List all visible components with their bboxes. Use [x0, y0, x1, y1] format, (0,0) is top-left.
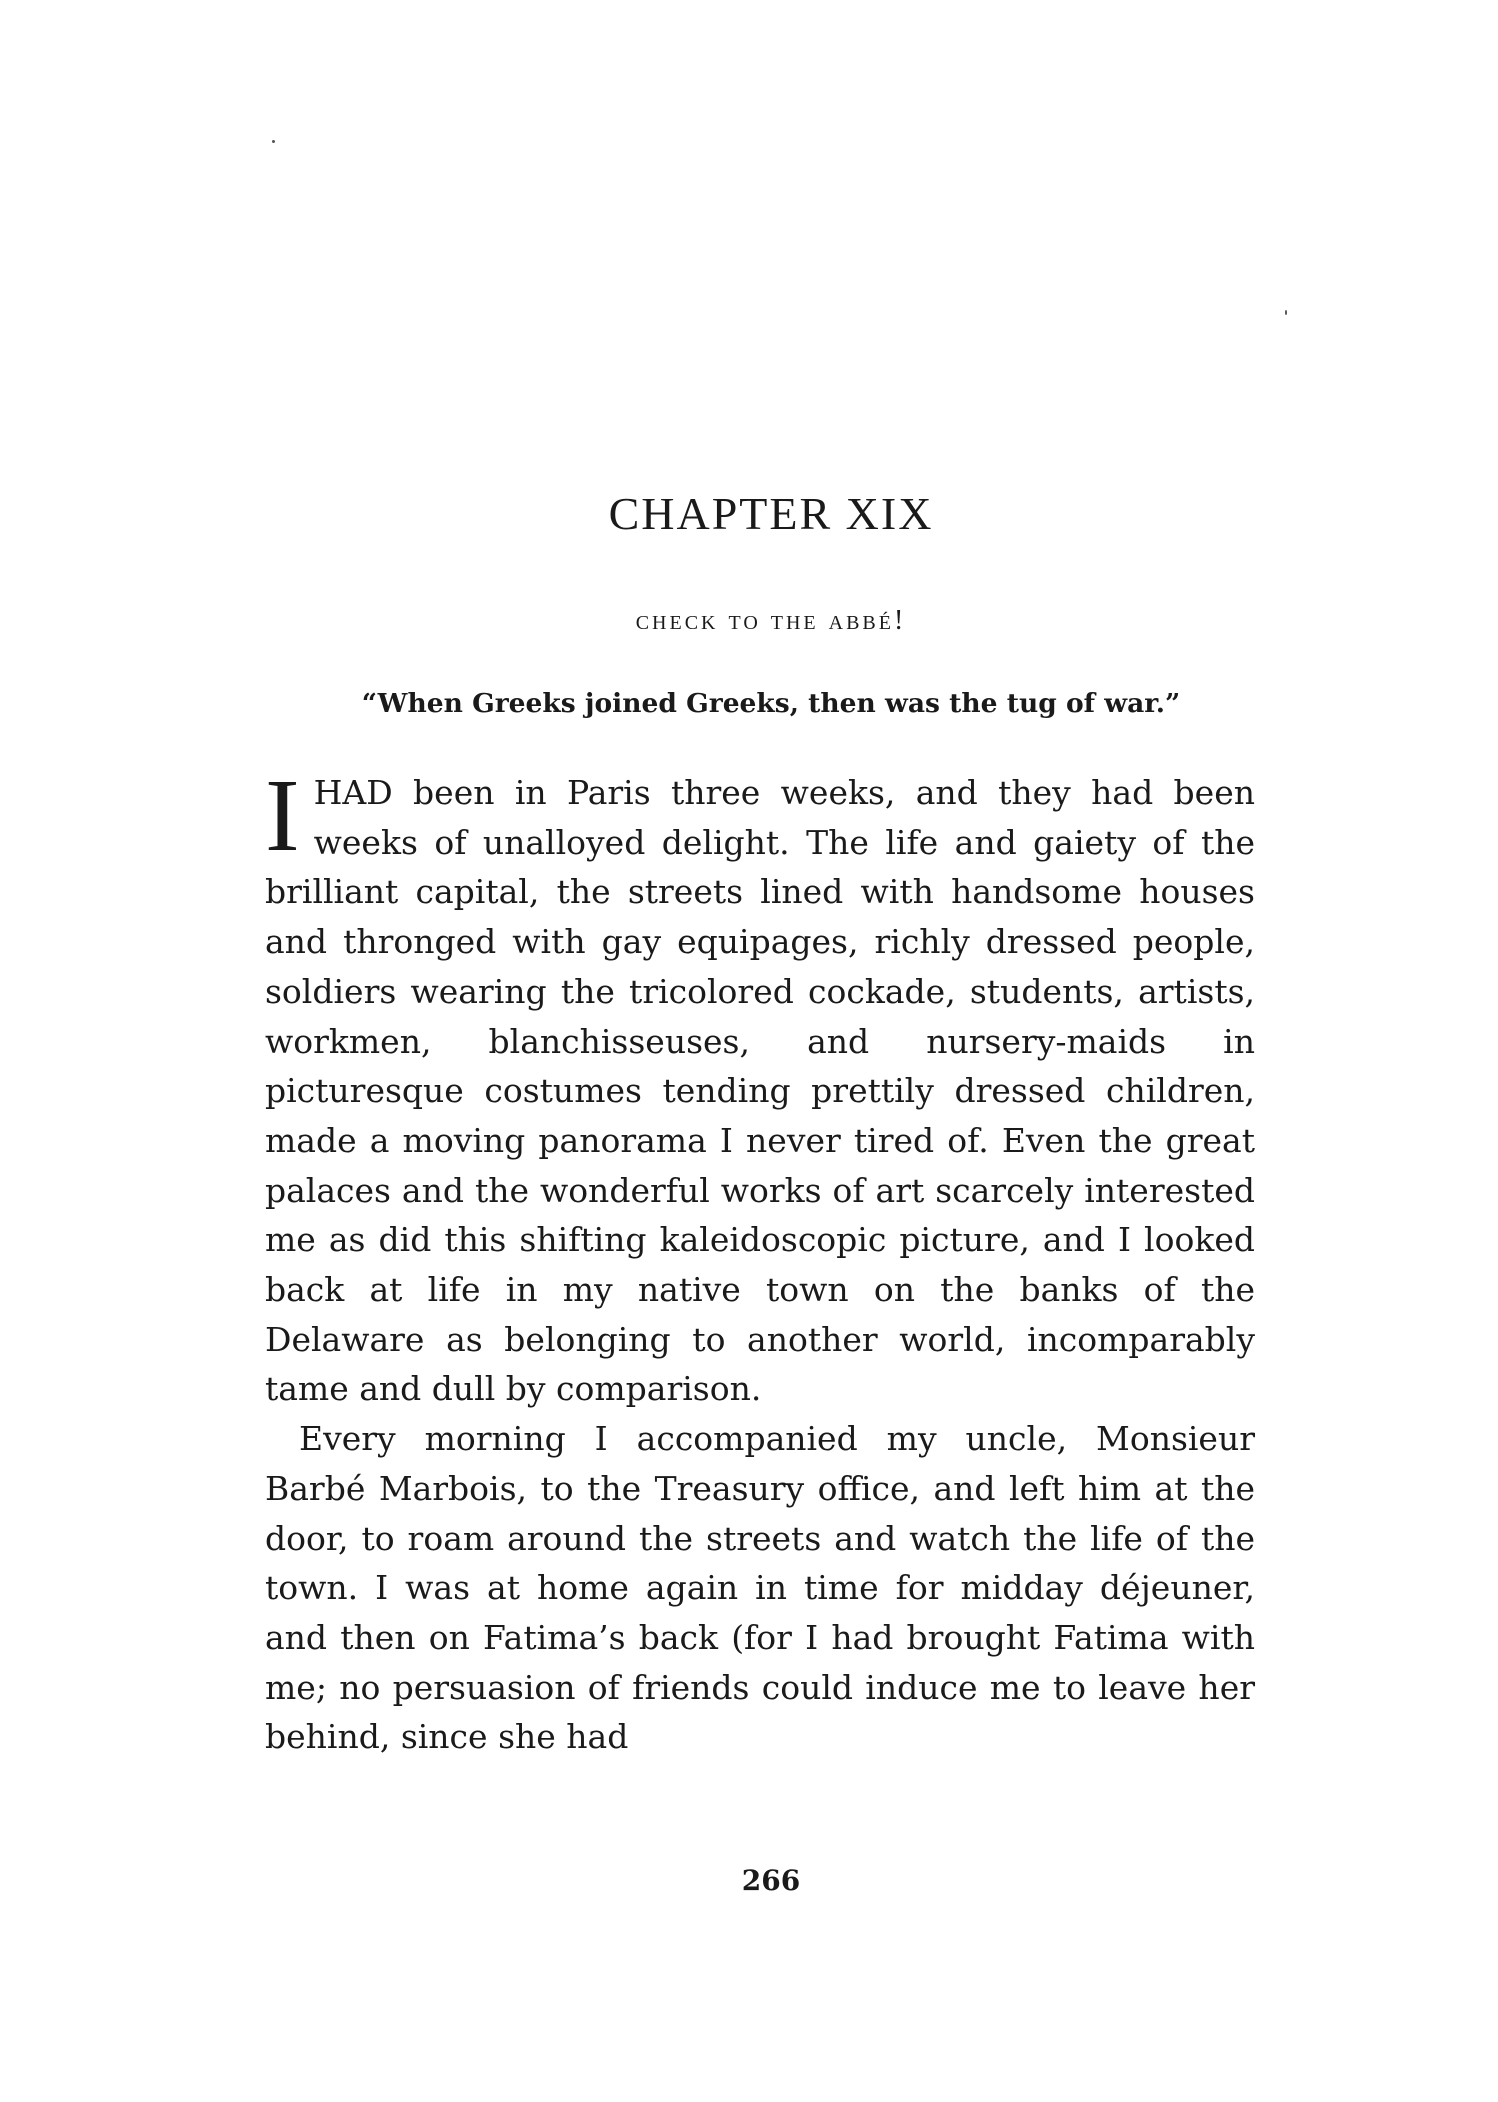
epigraph: “When Greeks joined Greeks, then was the tug of war.” — [361, 688, 1181, 719]
paragraph — [265, 758, 1255, 1414]
page-number: 266 — [741, 1864, 801, 1897]
paragraph — [265, 1414, 1255, 1762]
paragraph-text: HAD been in Paris three weeks, and they had been weeks of unalloyed delight. The life and gaiety of the brilliant capital, the streets lined with handsome houses and thronged with gay equipages, richly dressed people, soldiers wearing the tricolored cockade, students, artists, workmen, blanchisseuses, and nursery-maids in picturesque costumes tending prettily dressed children, made a moving panorama I never tired of. Even the great palaces and the wonderful works of art scarcely interested me as did this shifting kaleidoscopic picture, and I looked back at life in my native town on the banks of the Delaware as belonging to another world, incomparably tame and dull by comparison. — [265, 773, 1255, 1409]
chapter-heading: CHAPTER XIX — [608, 488, 934, 539]
paper-speck — [272, 140, 275, 143]
chapter-body — [265, 758, 1255, 1762]
paragraph-text: Every morning I accompanied my uncle, Monsieur Barbé Marbois, to the Treasury office, and left him at the door, to roam around the streets and watch the life of the town. I was at home again in time for midday déjeuner, and then on Fatima’s back (for I had brought Fatima with me; no persuasion of friends could induce me to leave her behind, since she had — [265, 1419, 1255, 1757]
paper-speck — [1285, 310, 1287, 315]
chapter-subtitle: check to the abbé! — [635, 605, 907, 636]
drop-cap: I — [265, 758, 300, 873]
